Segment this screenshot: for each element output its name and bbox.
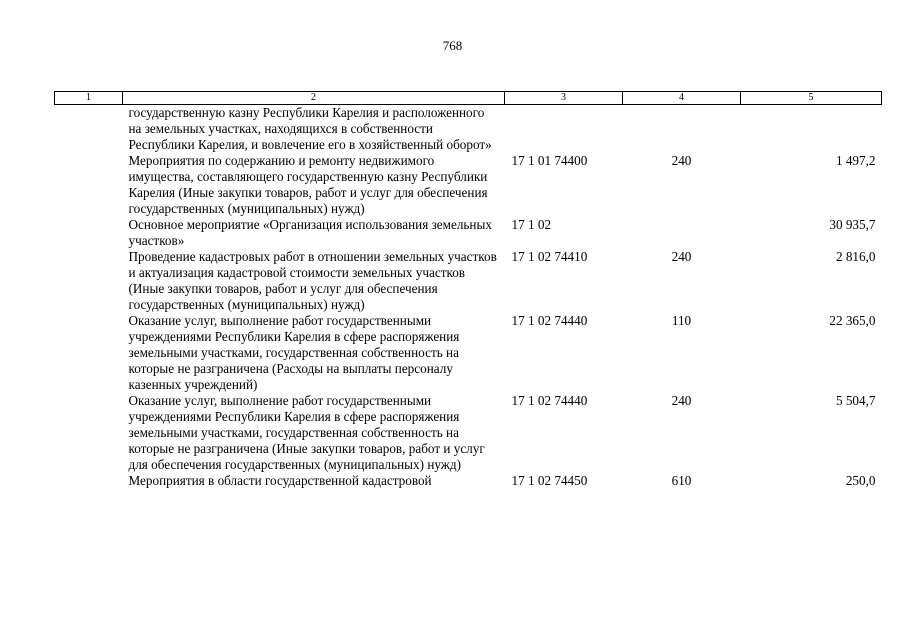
row-code: 17 1 02 74410 xyxy=(511,249,588,264)
header-col-3: 3 xyxy=(505,92,623,105)
row-code: 17 1 01 74400 xyxy=(511,153,588,168)
table-row xyxy=(55,105,882,154)
header-col-4: 4 xyxy=(623,92,741,105)
header-col-2: 2 xyxy=(123,92,505,105)
row-type: 240 xyxy=(671,249,692,264)
header-col-5: 5 xyxy=(741,92,882,105)
row-name: Мероприятия по содержанию и ремонту недвижимого имущества, составляющего государственную казну Республики Карелия (Иные закупки товаров, работ и услуг для обеспечения государственных (муниципальных) нужд) xyxy=(128,153,488,216)
table-body xyxy=(55,105,882,490)
header-row xyxy=(55,92,882,105)
row-sum: 1 497,2 xyxy=(835,153,876,168)
table-row xyxy=(55,313,882,393)
row-code: 17 1 02 74440 xyxy=(511,393,588,408)
row-type: 610 xyxy=(671,473,692,488)
table-row xyxy=(55,393,882,473)
row-sum: 250,0 xyxy=(845,473,876,488)
row-sum: 2 816,0 xyxy=(835,249,876,264)
table-header xyxy=(55,92,882,105)
row-code: 17 1 02 xyxy=(511,217,552,232)
table-row xyxy=(55,473,882,489)
table-row xyxy=(55,217,882,249)
table-row xyxy=(55,153,882,217)
row-type: 240 xyxy=(671,393,692,408)
row-type: 110 xyxy=(671,313,692,328)
header-col-1: 1 xyxy=(55,92,123,105)
row-empty-cell xyxy=(55,249,123,313)
row-empty-cell xyxy=(55,393,123,473)
page-number: 768 xyxy=(442,38,463,53)
row-type xyxy=(623,217,741,249)
row-sum: 22 365,0 xyxy=(829,313,876,328)
row-name: Основное мероприятие «Организация использования земельных участков» xyxy=(128,217,492,248)
row-type xyxy=(623,105,741,154)
row-sum: 30 935,7 xyxy=(829,217,876,232)
row-sum xyxy=(741,105,882,154)
row-sum: 5 504,7 xyxy=(835,393,876,408)
row-empty-cell xyxy=(55,105,123,154)
row-name: Мероприятия в области государственной кадастровой xyxy=(128,473,432,488)
row-type: 240 xyxy=(671,153,692,168)
row-code: 17 1 02 74440 xyxy=(511,313,588,328)
row-code xyxy=(505,105,623,154)
table-row xyxy=(55,249,882,313)
row-empty-cell xyxy=(55,153,123,217)
row-empty-cell xyxy=(55,473,123,489)
row-empty-cell xyxy=(55,313,123,393)
row-name: государственную казну Республики Карелия и расположенного на земельных участках, находящихся в собственности Республики Карелия, и вовлечение его в хозяйственный оборот» xyxy=(128,105,492,152)
row-name: Проведение кадастровых работ в отношении земельных участков и актуализация кадастровой стоимости земельных участков (Иные закупки товаров, работ и услуг для обеспечения государственных (муниципальных) нужд) xyxy=(128,249,497,312)
row-name: Оказание услуг, выполнение работ государственными учреждениями Республики Карелия в сфере распоряжения земельными участками, государственная собственность на которые не разграничена (Расходы на выплаты персоналу казенных учреждений) xyxy=(128,313,460,392)
row-code: 17 1 02 74450 xyxy=(511,473,588,488)
row-name: Оказание услуг, выполнение работ государственными учреждениями Республики Карелия в сфере распоряжения земельными участками, государственная собственность на которые не разграничена (Иные закупки товаров, работ и услуг для обеспечения государственных (муниципальных) нужд) xyxy=(128,393,485,472)
budget-table xyxy=(54,91,882,489)
row-empty-cell xyxy=(55,217,123,249)
